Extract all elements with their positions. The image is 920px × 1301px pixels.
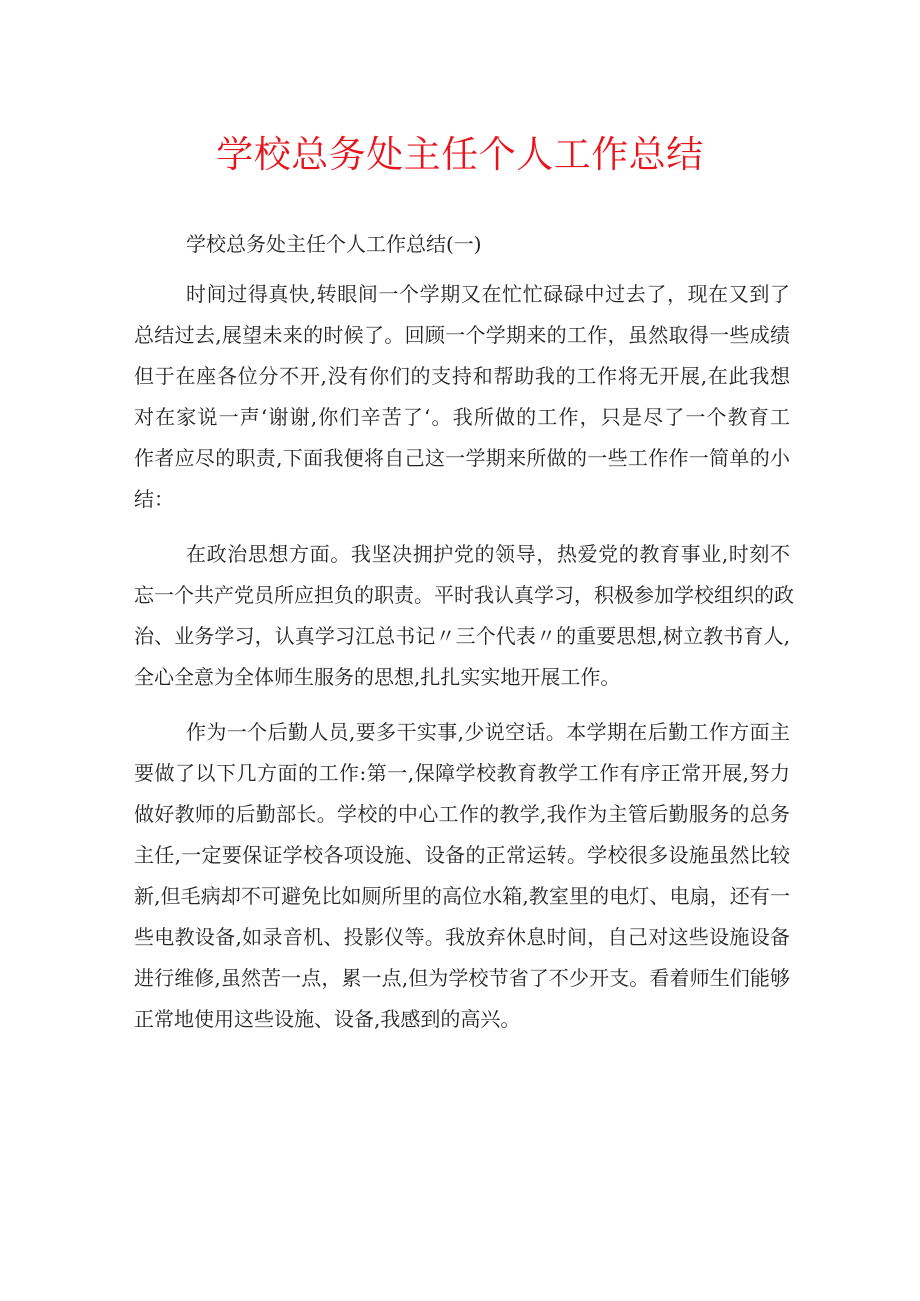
paragraph-line: 要做了以下几方面的工作:第一,保障学校教育教学工作有序正常开展,努力 bbox=[134, 761, 790, 785]
paragraph-line: 新,但毛病却不可避免比如厕所里的高位水箱,教室里的电灯、电扇，还有一 bbox=[134, 884, 790, 908]
paragraph-line: 正常地使用这些设施、设备,我感到的高兴。 bbox=[134, 1007, 521, 1031]
document-title: 学校总务处主任个人工作总结 bbox=[216, 133, 704, 176]
paragraph-line: 全心全意为全体师生服务的思想,扎扎实实地开展工作。 bbox=[134, 665, 621, 689]
paragraph-line: 对在家说一声‘谢谢,你们辛苦了‘。我所做的工作，只是尽了一个教育工 bbox=[134, 405, 790, 429]
paragraph-line: 但于在座各位分不开,没有你们的支持和帮助我的工作将无开展,在此我想 bbox=[134, 364, 790, 388]
paragraph-line: 治、业务学习，认真学习江总书记〃三个代表〃的重要思想,树立教书育人, bbox=[134, 624, 790, 648]
paragraph-line: 时间过得真快,转眼间一个学期又在忙忙碌碌中过去了，现在又到了 bbox=[186, 282, 790, 306]
paragraph-line: 作为一个后勤人员,要多干实事,少说空话。本学期在后勤工作方面主 bbox=[186, 720, 790, 744]
paragraph-3 bbox=[134, 712, 790, 1040]
paragraph-line: 在政治思想方面。我坚决拥护党的领导，热爱党的教育事业,时刻不 bbox=[186, 542, 790, 566]
paragraph-1 bbox=[134, 274, 790, 520]
paragraph-line: 进行维修,虽然苦一点，累一点,但为学校节省了不少开支。看着师生们能够 bbox=[134, 966, 790, 990]
paragraph-line: 作者应尽的职责,下面我便将自己这一学期来所做的一些工作作一简单的小 bbox=[134, 446, 790, 470]
paragraph-line: 忘一个共产党员所应担负的职责。平时我认真学习，积极参加学校组织的政 bbox=[134, 583, 794, 607]
paragraph-line: 主任,一定要保证学校各项设施、设备的正常运转。学校很多设施虽然比较 bbox=[134, 843, 790, 867]
paragraph-2 bbox=[134, 534, 794, 698]
paragraph-line: 结： bbox=[134, 487, 174, 511]
document-body bbox=[134, 228, 794, 1040]
paragraph-line: 总结过去,展望未来的时候了。回顾一个学期来的工作，虽然取得一些成绩 bbox=[134, 323, 790, 347]
section-subtitle: 学校总务处主任个人工作总结(一) bbox=[186, 232, 482, 256]
paragraph-line: 做好教师的后勤部长。学校的中心工作的教学,我作为主管后勤服务的总务 bbox=[134, 802, 790, 826]
paragraph-line: 些电教设备,如录音机、投影仪等。我放弃休息时间，自己对这些设施设备 bbox=[134, 925, 790, 949]
